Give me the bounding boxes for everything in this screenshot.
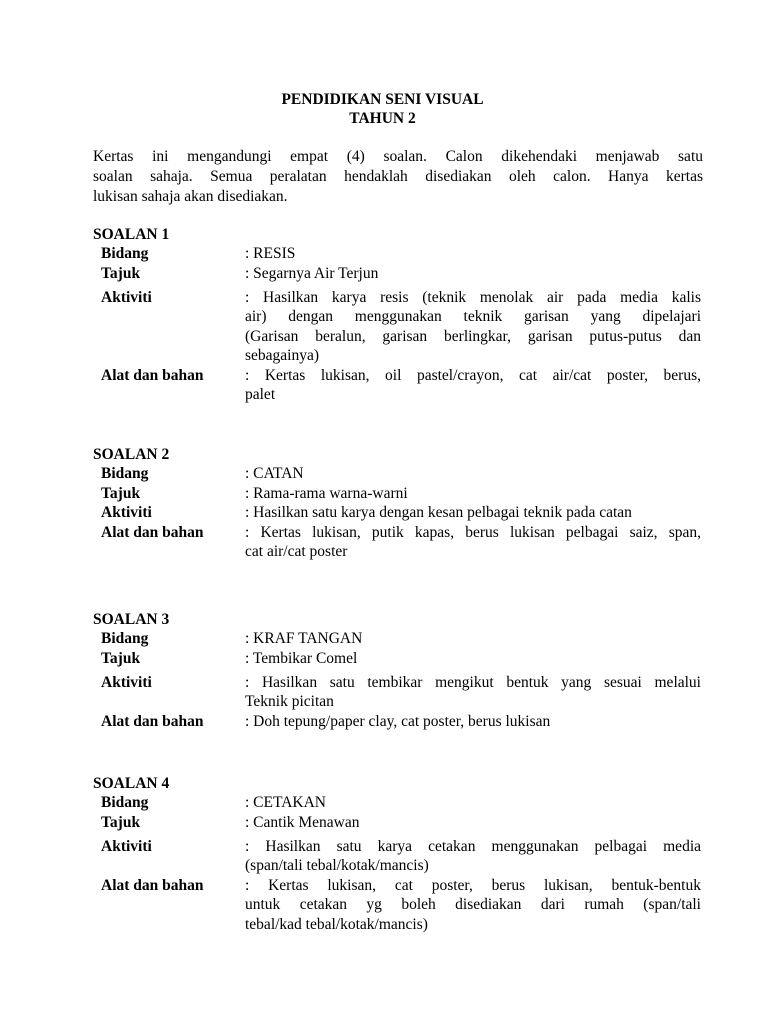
bidang-row — [93, 244, 703, 264]
aktiviti-value — [245, 503, 701, 523]
tajuk-label: Tajuk — [101, 484, 141, 502]
bidang-label: Bidang — [101, 794, 149, 811]
tajuk-text: : Rama-rama warna-warni — [245, 484, 408, 502]
soalan-4-section — [93, 774, 703, 934]
soalan-2-section — [93, 445, 703, 562]
tajuk-text: : Tembikar Comel — [245, 649, 358, 667]
alat-label: Alat dan bahan — [101, 523, 204, 541]
intro-paragraph — [93, 147, 703, 207]
alat-row — [93, 366, 703, 405]
alat-line: : Kertas lukisan, cat poster, berus lukisan, bentuk-bentuk — [245, 876, 701, 894]
soalan-3-section — [93, 610, 703, 731]
aktiviti-line: Teknik picitan — [245, 693, 334, 710]
bidang-row — [93, 629, 703, 649]
aktiviti-label: Aktiviti — [101, 673, 152, 691]
aktiviti-line: : Hasilkan karya resis (teknik menolak air pada media kalis — [245, 288, 701, 306]
tajuk-row — [93, 484, 703, 504]
soalan-heading: SOALAN 2 — [93, 446, 170, 463]
tajuk-label: Tajuk — [101, 264, 141, 282]
tajuk-row — [93, 264, 703, 288]
soalan-heading: SOALAN 3 — [93, 611, 170, 628]
aktiviti-line: (span/tali tebal/kotak/mancis) — [245, 857, 429, 874]
alat-line: cat air/cat poster — [245, 543, 348, 560]
alat-label: Alat dan bahan — [101, 712, 204, 730]
tajuk-text: : Cantik Menawan — [245, 813, 360, 831]
alat-value — [245, 523, 701, 562]
alat-row — [93, 712, 703, 732]
alat-row — [93, 876, 703, 935]
tajuk-value — [245, 264, 701, 284]
intro-line: soalan sahaja. Semua peralatan hendaklah disediakan oleh calon. Hanya kertas — [93, 168, 703, 185]
tajuk-label: Tajuk — [101, 649, 141, 667]
bidang-row — [93, 464, 703, 484]
intro-line: lukisan sahaja akan disediakan. — [93, 188, 288, 205]
aktiviti-label: Aktiviti — [101, 288, 152, 306]
tajuk-value — [245, 649, 701, 669]
aktiviti-row — [93, 837, 703, 876]
aktiviti-value — [245, 673, 701, 712]
document-subtitle: TAHUN 2 — [349, 110, 416, 127]
tajuk-value — [245, 484, 701, 504]
aktiviti-row — [93, 503, 703, 523]
soalan-heading: SOALAN 1 — [93, 226, 170, 243]
aktiviti-line: : Hasilkan satu karya cetakan menggunakan pelbagai media — [245, 837, 701, 855]
bidang-text: : CATAN — [245, 465, 304, 482]
bidang-value — [245, 464, 701, 484]
aktiviti-line: sebagainya) — [245, 347, 320, 364]
tajuk-row — [93, 813, 703, 837]
alat-label: Alat dan bahan — [101, 366, 204, 384]
alat-row — [93, 523, 703, 562]
bidang-label: Bidang — [101, 465, 149, 482]
bidang-text: : KRAF TANGAN — [245, 630, 363, 647]
bidang-value — [245, 629, 701, 649]
bidang-value — [245, 244, 701, 264]
alat-value — [245, 876, 701, 935]
tajuk-row — [93, 649, 703, 673]
tajuk-label: Tajuk — [101, 813, 141, 831]
alat-line: : Kertas lukisan, putik kapas, berus lukisan pelbagai saiz, span, — [245, 523, 701, 541]
alat-label: Alat dan bahan — [101, 876, 204, 894]
aktiviti-row — [93, 288, 703, 366]
aktiviti-line: air) dengan menggunakan teknik garisan yang dipelajari — [245, 308, 701, 325]
intro-line: Kertas ini mengandungi empat (4) soalan. Calon dikehendaki menjawab satu — [93, 148, 703, 165]
bidang-text: : RESIS — [245, 245, 296, 262]
document-title: PENDIDIKAN SENI VISUAL — [281, 91, 484, 108]
aktiviti-label: Aktiviti — [101, 504, 152, 521]
tajuk-value — [245, 813, 701, 833]
tajuk-text: : Segarnya Air Terjun — [245, 264, 379, 282]
alat-value — [245, 366, 701, 405]
bidang-value — [245, 793, 701, 813]
alat-value — [245, 712, 701, 732]
aktiviti-line: : Hasilkan satu tembikar mengikut bentuk yang sesuai melalui — [245, 673, 701, 691]
soalan-heading: SOALAN 4 — [93, 775, 170, 792]
bidang-text: : CETAKAN — [245, 794, 326, 811]
aktiviti-row — [93, 673, 703, 712]
alat-line: untuk cetakan yg boleh disediakan dari rumah (span/tali — [245, 896, 701, 913]
alat-line: : Kertas lukisan, oil pastel/crayon, cat air/cat poster, berus, — [245, 366, 701, 384]
aktiviti-value — [245, 837, 701, 876]
aktiviti-line: (Garisan beralun, garisan berlingkar, garisan putus-putus dan — [245, 327, 701, 345]
alat-line: tebal/kad tebal/kotak/mancis) — [245, 915, 428, 933]
soalan-1-section — [93, 225, 703, 405]
bidang-label: Bidang — [101, 630, 149, 647]
aktiviti-value — [245, 288, 701, 366]
alat-line: : Doh tepung/paper clay, cat poster, berus lukisan — [245, 712, 551, 730]
aktiviti-label: Aktiviti — [101, 837, 152, 855]
bidang-label: Bidang — [101, 245, 149, 262]
bidang-row — [93, 793, 703, 813]
aktiviti-line: : Hasilkan satu karya dengan kesan pelbagai teknik pada catan — [245, 504, 632, 521]
alat-line: palet — [245, 386, 276, 403]
